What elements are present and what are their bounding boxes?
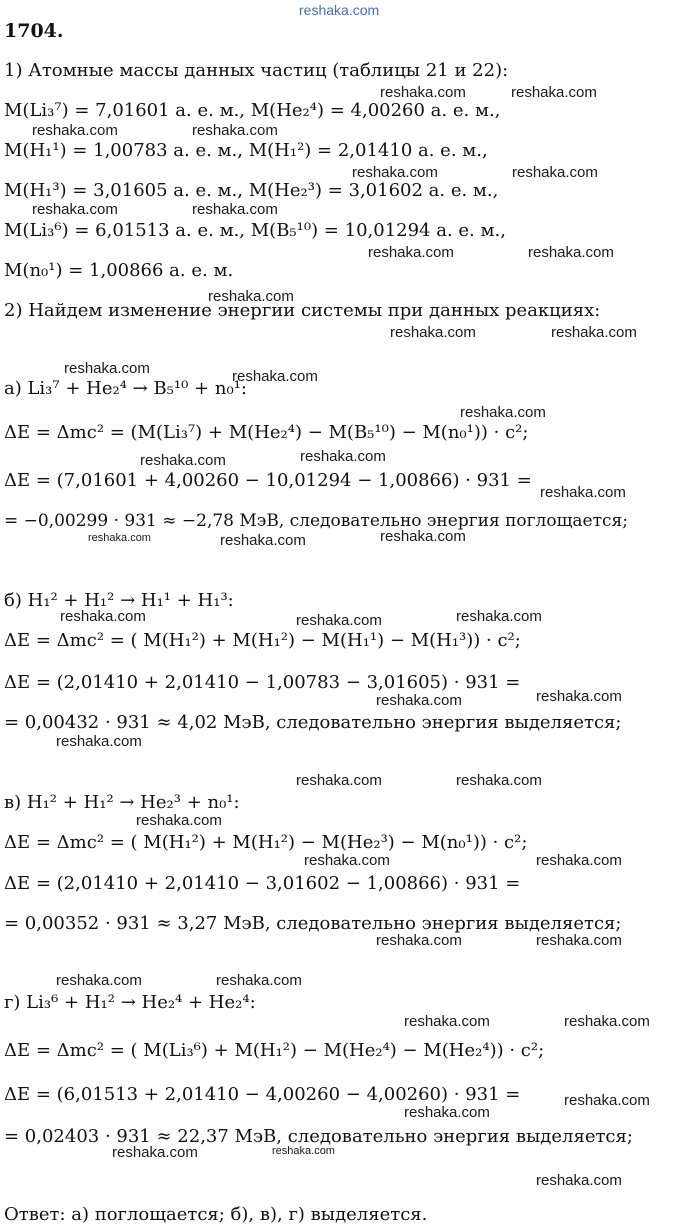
watermark: reshaka.com (512, 164, 598, 181)
reaction-c-formula: ΔE = Δmc² = ( M(H₁²) + M(H₁²) − M(He₂³) − M(n₀¹)) · c²; (4, 832, 528, 853)
watermark: reshaka.com (456, 772, 542, 789)
watermark: reshaka.com (564, 1013, 650, 1030)
watermark: reshaka.com (232, 368, 318, 385)
watermark: reshaka.com (536, 688, 622, 705)
watermark: reshaka.com (216, 972, 302, 989)
step2-heading: 2) Найдем изменение энергии системы при данных реакциях: (4, 300, 601, 321)
reaction-d-substitution: ΔE = (6,01513 + 2,01410 − 4,00260 − 4,00260) · 931 = (4, 1084, 521, 1105)
watermark: reshaka.com (136, 812, 222, 829)
watermark: reshaka.com (564, 1092, 650, 1109)
reaction-d-label: г) Li₃⁶ + H₁² → He₂⁴ + He₂⁴: (4, 992, 256, 1013)
answer-line: Ответ: а) поглощается; б), в), г) выделяется. (4, 1204, 428, 1225)
mass-line-5: M(n₀¹) = 1,00866 а. е. м. (4, 260, 234, 281)
watermark: reshaka.com (300, 448, 386, 465)
watermark: reshaka.com (88, 532, 151, 544)
reaction-b-result: = 0,00432 · 931 ≈ 4,02 МэВ, следовательно энергия выделяется; (4, 712, 622, 733)
watermark: reshaka.com (460, 404, 546, 421)
watermark: reshaka.com (456, 608, 542, 625)
reaction-c-result: = 0,00352 · 931 ≈ 3,27 МэВ, следовательно энергия выделяется; (4, 913, 622, 934)
reaction-a-formula: ΔE = Δmc² = (M(Li₃⁷) + M(He₂⁴) − M(B₅¹⁰) − M(n₀¹)) · c²; (4, 422, 529, 443)
watermark: reshaka.com (352, 164, 438, 181)
watermark: reshaka.com (376, 932, 462, 949)
watermark: reshaka.com (536, 852, 622, 869)
watermark: reshaka.com (272, 1145, 335, 1157)
watermark: reshaka.com (112, 1144, 198, 1161)
watermark: reshaka.com (304, 852, 390, 869)
mass-line-3: M(H₁³) = 3,01605 а. е. м., M(He₂³) = 3,01602 а. е. м., (4, 180, 499, 201)
watermark: reshaka.com (376, 692, 462, 709)
reaction-b-label: б) H₁² + H₁² → H₁¹ + H₁³: (4, 590, 234, 611)
step1-heading: 1) Атомные массы данных частиц (таблицы 21 и 22): (4, 60, 509, 81)
watermark: reshaka.com (32, 201, 118, 218)
watermark-top: reshaka.com (299, 2, 380, 18)
watermark: reshaka.com (140, 452, 226, 469)
watermark: reshaka.com (551, 324, 637, 341)
watermark: reshaka.com (390, 324, 476, 341)
watermark: reshaka.com (511, 84, 597, 101)
watermark: reshaka.com (56, 733, 142, 750)
watermark: reshaka.com (296, 612, 382, 629)
watermark: reshaka.com (404, 1013, 490, 1030)
reaction-c-substitution: ΔE = (2,01410 + 2,01410 − 3,01602 − 1,00866) · 931 = (4, 873, 521, 894)
watermark: reshaka.com (296, 772, 382, 789)
reaction-a-result: = −0,00299 · 931 ≈ −2,78 МэВ, следовательно энергия поглощается; (4, 511, 628, 531)
mass-line-2: M(H₁¹) = 1,00783 а. е. м., M(H₁²) = 2,01410 а. е. м., (4, 140, 488, 161)
watermark: reshaka.com (380, 528, 466, 545)
watermark: reshaka.com (32, 122, 118, 139)
watermark: reshaka.com (540, 484, 626, 501)
watermark: reshaka.com (192, 122, 278, 139)
watermark: reshaka.com (192, 201, 278, 218)
problem-number-value: 1704 (4, 20, 57, 42)
reaction-a-substitution: ΔE = (7,01601 + 4,00260 − 10,01294 − 1,00866) · 931 = (4, 470, 532, 491)
watermark: reshaka.com (220, 532, 306, 549)
problem-number (4, 20, 64, 42)
watermark: reshaka.com (528, 244, 614, 261)
watermark: reshaka.com (404, 1104, 490, 1121)
mass-line-4: M(Li₃⁶) = 6,01513 а. е. м., M(B₅¹⁰) = 10,01294 а. е. м., (4, 220, 506, 241)
watermark: reshaka.com (64, 360, 150, 377)
reaction-b-formula: ΔE = Δmc² = ( M(H₁²) + M(H₁²) − M(H₁¹) − M(H₁³)) · c²; (4, 630, 521, 651)
watermark: reshaka.com (536, 932, 622, 949)
reaction-b-substitution: ΔE = (2,01410 + 2,01410 − 1,00783 − 3,01605) · 931 = (4, 672, 521, 693)
watermark: reshaka.com (208, 288, 294, 305)
watermark: reshaka.com (56, 972, 142, 989)
problem-number-suffix: . (56, 20, 64, 42)
reaction-d-result: = 0,02403 · 931 ≈ 22,37 МэВ, следовательно энергия выделяется; (4, 1126, 633, 1147)
watermark: reshaka.com (368, 244, 454, 261)
reaction-d-formula: ΔE = Δmc² = ( M(Li₃⁶) + M(H₁²) − M(He₂⁴) − M(He₂⁴)) · c²; (4, 1040, 545, 1061)
reaction-c-label: в) H₁² + H₁² → He₂³ + n₀¹: (4, 792, 240, 813)
mass-line-1: M(Li₃⁷) = 7,01601 а. е. м., M(He₂⁴) = 4,00260 а. е. м., (4, 100, 501, 121)
watermark: reshaka.com (60, 608, 146, 625)
watermark: reshaka.com (380, 84, 466, 101)
watermark: reshaka.com (536, 1172, 622, 1189)
reaction-a-label: а) Li₃⁷ + He₂⁴ → B₅¹⁰ + n₀¹: (4, 378, 247, 399)
